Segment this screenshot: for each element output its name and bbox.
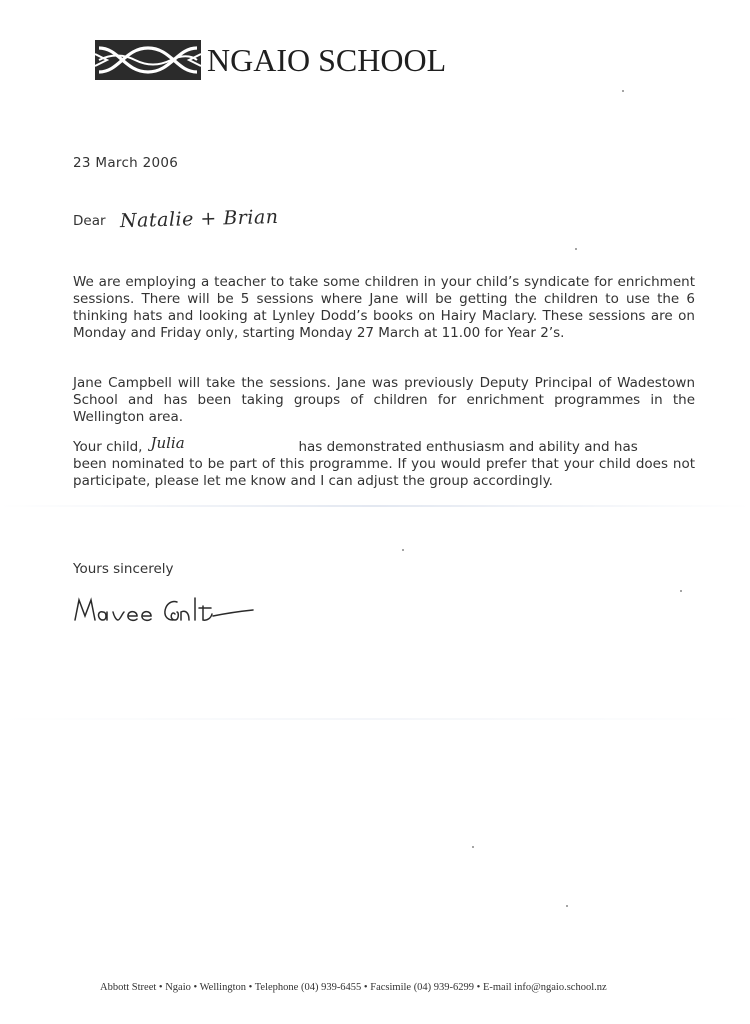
recipient-name-handwritten: Natalie + Brian	[119, 205, 279, 233]
school-name: NGAIO SCHOOL	[207, 42, 447, 78]
child-line-rest: has demonstrated enthusiasm and ability and has	[298, 439, 638, 455]
paper-fold-line	[0, 505, 750, 507]
body-paragraph-1: We are employing a teacher to take some children in your child’s syndicate for enrichment sessions. There will be 5 sessions where Jane will be getting the children to use the 6 thinking hats and looking at Lynley Dodd’s books on Hairy Maclary. These sessions are on Monday and Friday only, starting Monday 27 March at 11.00 for Year 2’s.	[73, 274, 695, 341]
child-paragraph-rest: been nominated to be part of this programme. If you would prefer that your child does not participate, please let me know and I can adjust the group accordingly.	[73, 456, 695, 489]
scan-speck	[402, 549, 404, 551]
body-paragraph-2: Jane Campbell will take the sessions. Jane was previously Deputy Principal of Wadestown School and has been taking groups of children for enrichment programmes in the Wellington area.	[73, 375, 695, 425]
scan-speck	[575, 248, 577, 250]
letterhead	[95, 40, 446, 80]
closing: Yours sincerely	[73, 561, 174, 577]
scan-speck	[472, 846, 474, 848]
paper-fold-line	[0, 718, 750, 720]
braided-rope-logo-icon	[95, 40, 201, 80]
scan-speck	[566, 905, 568, 907]
signature-handwritten	[73, 590, 273, 635]
scan-speck	[680, 590, 682, 592]
child-lead-text: Your child,	[73, 439, 143, 455]
footer-contact: Abbott Street • Ngaio • Wellington • Telephone (04) 939-6455 • Facsimile (04) 939-6299 • E-mail info@ngaio.school.nz	[100, 982, 607, 993]
body-paragraph-3	[73, 434, 695, 490]
child-name-handwritten: Julia	[150, 434, 185, 452]
letter-date: 23 March 2006	[73, 155, 179, 171]
scan-speck	[622, 90, 624, 92]
child-line	[73, 434, 695, 456]
salutation-word: Dear	[73, 213, 106, 229]
salutation	[73, 205, 279, 238]
